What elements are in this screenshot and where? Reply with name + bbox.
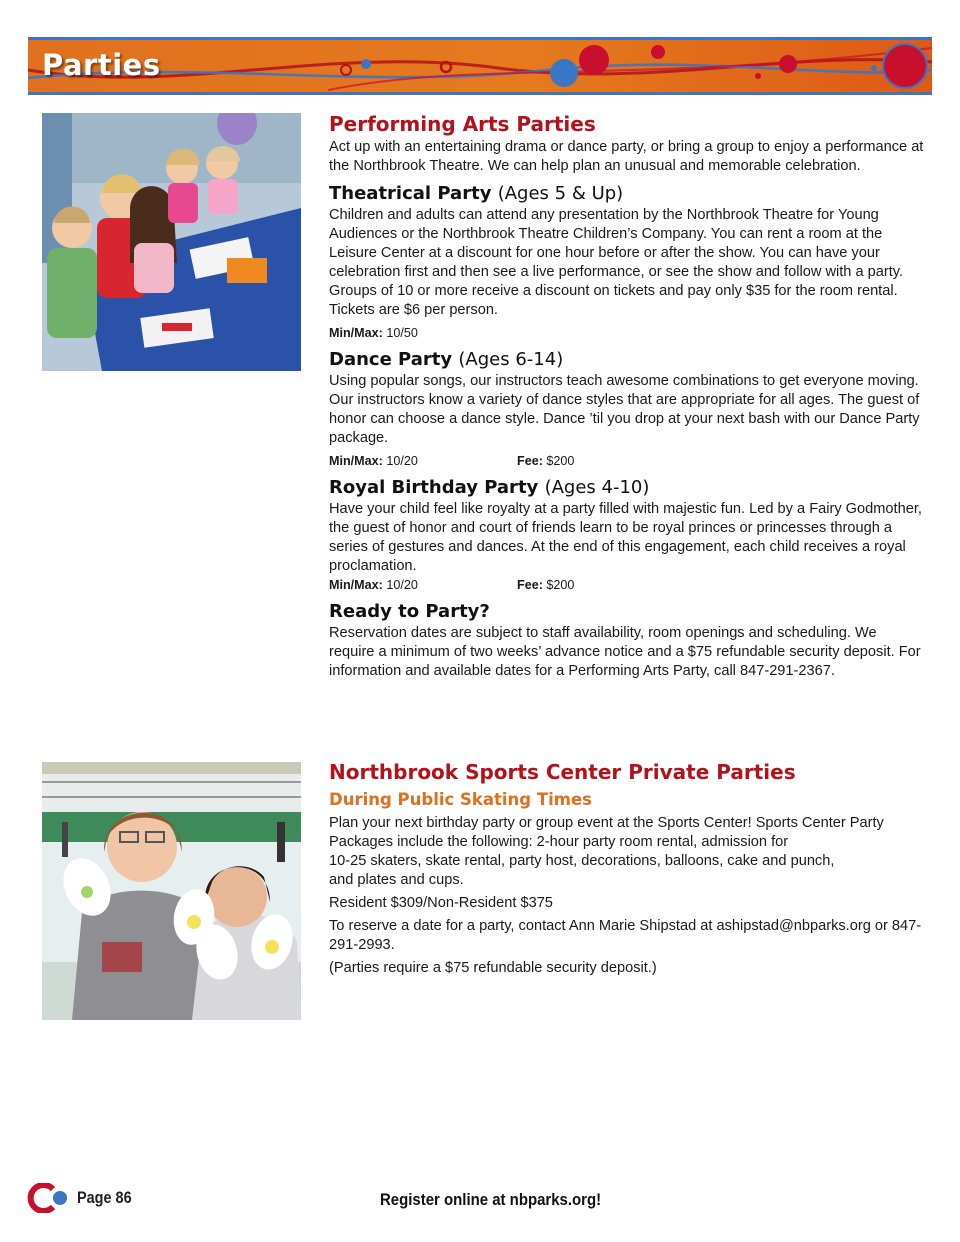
sports-center-section bbox=[329, 758, 924, 978]
theatrical-party-heading: Theatrical Party (Ages 5 & Up) bbox=[329, 183, 624, 204]
header-banner bbox=[28, 37, 932, 95]
sports-center-contact: To reserve a date for a party, contact Ann Marie Shipstad at ashipstad@nbparks.org or 847-291-2993. bbox=[329, 918, 922, 953]
performing-arts-section bbox=[329, 110, 924, 681]
banner-decoration bbox=[28, 40, 932, 92]
sports-center-heading: Northbrook Sports Center Private Parties bbox=[329, 760, 796, 784]
dance-party-heading: Dance Party (Ages 6-14) bbox=[329, 349, 564, 370]
register-online-text: Register online at nbparks.org! bbox=[380, 1190, 602, 1209]
sports-center-deposit: (Parties require a $75 refundable security deposit.) bbox=[329, 960, 657, 976]
royal-party-heading: Royal Birthday Party (Ages 4-10) bbox=[329, 477, 650, 498]
sports-center-subheading: During Public Skating Times bbox=[329, 790, 592, 809]
dance-party-details: Min/Max: 10/20 Fee: $200 bbox=[329, 454, 575, 468]
sports-center-line-3: 10-25 skaters, skate rental, party host, decorations, balloons, cake and punch, bbox=[329, 853, 835, 869]
page-number: Page 86 bbox=[77, 1188, 132, 1207]
park-district-logo-icon bbox=[27, 1183, 69, 1213]
page-title: Parties bbox=[42, 48, 161, 82]
sports-center-line-2: Packages include the following: 2-hour party room rental, admission for bbox=[329, 834, 789, 850]
sports-center-line-1: Plan your next birthday party or group event at the Sports Center! Sports Center Party bbox=[329, 815, 884, 831]
performing-arts-intro: Act up with an entertaining drama or dance party, or bring a group to enjoy a performance at the Northbrook Theatre. We can help plan an unusual and memorable celebration. bbox=[329, 139, 924, 174]
theatrical-party-details: Min/Max: 10/50 bbox=[329, 326, 418, 340]
skating-party-photo bbox=[42, 762, 301, 1020]
dance-party-description: Using popular songs, our instructors teach awesome combinations to get everyone moving. Our instructors know a variety of dance styles that are appropriate for all ages. The guest of honor can choose a dance style. Dance ’til you drop at your next bash with our Dance Party package. bbox=[329, 373, 920, 446]
royal-party-details: Min/Max: 10/20 Fee: $200 bbox=[329, 578, 575, 592]
sports-center-line-4: and plates and cups. bbox=[329, 872, 464, 888]
theatrical-party-description: Children and adults can attend any presentation by the Northbrook Theatre for Young Audiences or the Northbrook Theatre Children’s Company. You can rent a room at the Leisure Center at a discount for one hour before or after the show. You can have your celebration first and then see a live performance, or see the show and follow with a party. Groups of 10 or more receive a discount on tickets and pay only $35 for the room rental. Tickets are $6 per person. bbox=[329, 207, 904, 318]
performing-arts-heading: Performing Arts Parties bbox=[329, 112, 596, 136]
ready-to-party-description: Reservation dates are subject to staff availability, room openings and scheduling. We require a minimum of two weeks’ advance notice and a $75 refundable security deposit. For information and available dates for a Performing Arts Party, call 847-291-2367. bbox=[329, 625, 921, 679]
royal-party-description: Have your child feel like royalty at a party filled with majestic fun. Led by a Fairy Godmother, the guest of honor and court of friends learn to be royal princes or princesses through a series of gestures and dances. At the end of this engagement, each child receives a royal proclamation. bbox=[329, 501, 922, 574]
ready-to-party-heading: Ready to Party? bbox=[329, 601, 490, 622]
sports-center-price: Resident $309/Non-Resident $375 bbox=[329, 895, 553, 911]
party-kids-photo bbox=[42, 113, 301, 371]
